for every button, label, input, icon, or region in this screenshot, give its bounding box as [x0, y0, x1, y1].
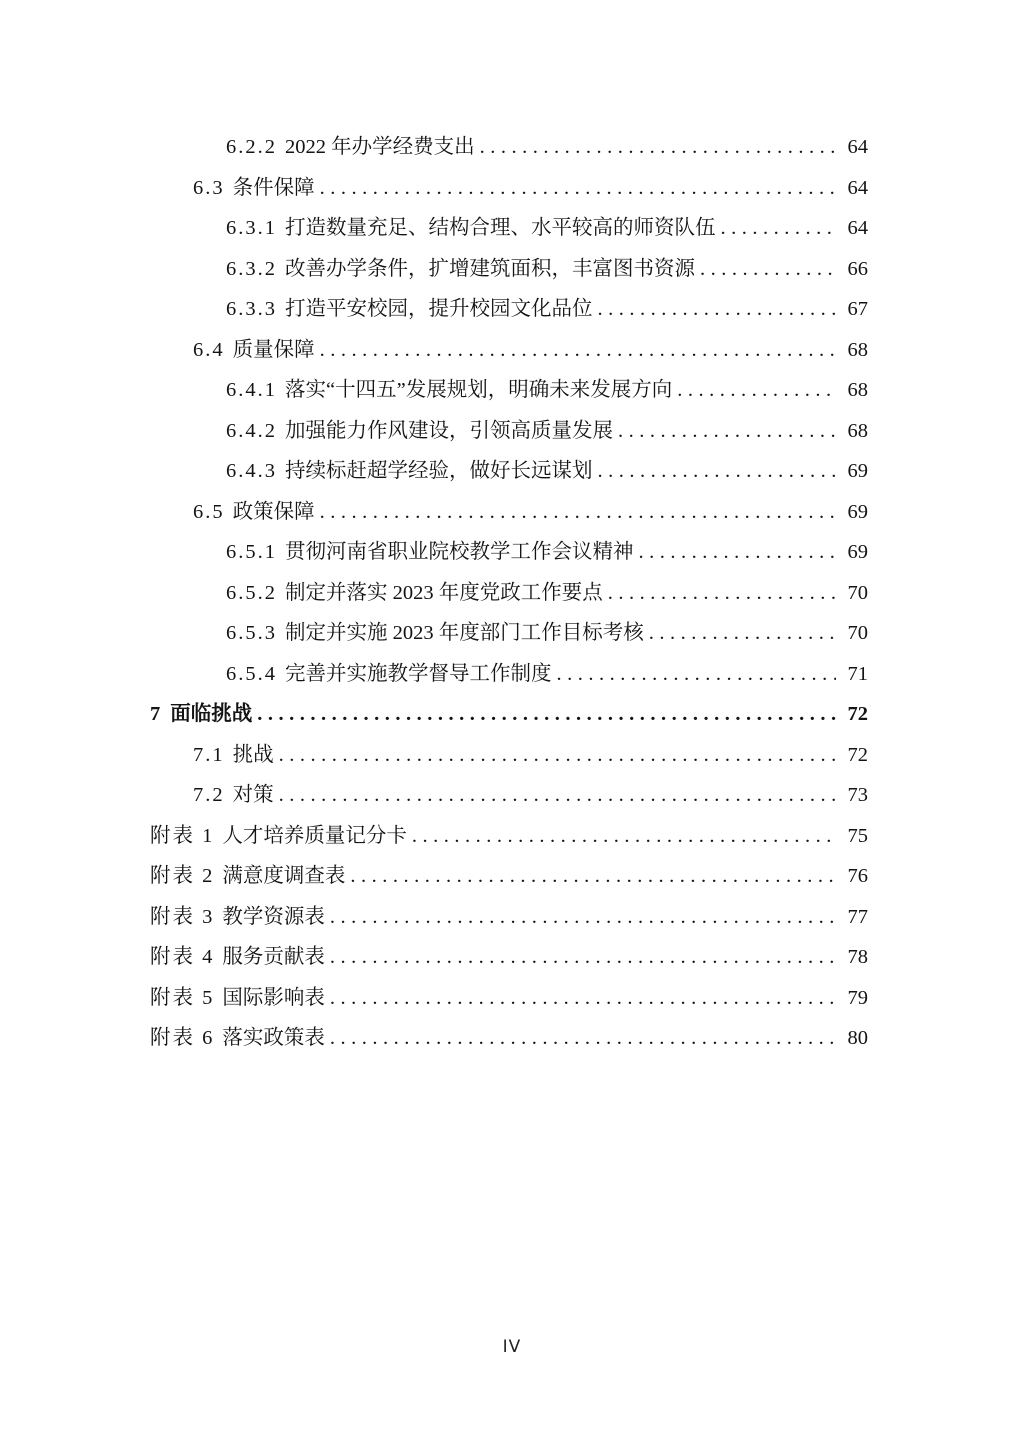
- toc-leader-dots: [350, 856, 836, 897]
- toc-entry[interactable]: [150, 330, 868, 371]
- toc-entry-number: 6.5: [193, 500, 225, 523]
- toc-entry[interactable]: [150, 694, 868, 735]
- toc-entry-number: 6.5.4: [226, 662, 277, 685]
- toc-entry-title: 落实政策表: [222, 1027, 325, 1049]
- toc-leader-dots: [320, 330, 836, 371]
- toc-entry-title: 国际影响表: [222, 986, 325, 1009]
- toc-entry-number: 附表 3: [150, 905, 215, 928]
- toc-entry-page: 64: [847, 136, 868, 158]
- toc-entry-number: 7.2: [193, 784, 225, 806]
- toc-leader-dots: [412, 816, 836, 857]
- toc-entry-title: 落实“十四五”发展规划，明确未来发展方向: [285, 379, 673, 401]
- toc-leader-dots: [598, 289, 837, 330]
- toc-entry-page: 68: [847, 379, 868, 401]
- toc-entry-number: 附表 5: [150, 986, 215, 1009]
- toc-entry-page: 80: [847, 1027, 868, 1049]
- toc-entry-page: 73: [847, 784, 868, 806]
- toc-leader-dots: [320, 492, 836, 533]
- toc-entry-page: 71: [847, 662, 868, 685]
- toc-entry[interactable]: [150, 289, 868, 330]
- toc-entry[interactable]: [150, 1018, 868, 1059]
- toc-entry[interactable]: [150, 451, 868, 492]
- toc-entry-title: 面临挑战: [170, 703, 253, 725]
- toc-entry[interactable]: [150, 816, 868, 857]
- toc-entry-title: 挑战: [232, 743, 274, 766]
- toc-entry-number: 附表 6: [150, 1027, 215, 1049]
- toc-entry-title: 持续标赶超学经验，做好长远谋划: [285, 460, 593, 482]
- toc-leader-dots: [330, 978, 836, 1019]
- toc-entry-page: 76: [847, 865, 868, 887]
- toc-leader-dots: [257, 694, 836, 735]
- toc-entry[interactable]: [150, 208, 868, 249]
- toc-list: [150, 127, 868, 1059]
- toc-entry-title: 对策: [232, 784, 274, 806]
- toc-entry[interactable]: [150, 573, 868, 614]
- page-footer: [0, 1337, 1024, 1357]
- toc-entry-number: 6.3.2: [226, 257, 277, 280]
- toc-entry-page: 64: [847, 176, 868, 199]
- toc-entry[interactable]: [150, 937, 868, 978]
- toc-leader-dots: [700, 249, 836, 290]
- toc-entry[interactable]: [150, 127, 868, 168]
- toc-leader-dots: [618, 411, 836, 452]
- toc-entry[interactable]: [150, 654, 868, 695]
- toc-entry[interactable]: [150, 411, 868, 452]
- toc-entry-page: 70: [847, 622, 868, 644]
- toc-entry-title: 打造平安校园，提升校园文化品位: [285, 298, 593, 320]
- toc-entry-number: 6.2.2: [226, 136, 277, 158]
- toc-entry-page: 64: [847, 217, 868, 239]
- toc-entry-number: 6.4.2: [226, 419, 277, 442]
- toc-entry-title: 打造数量充足、结构合理、水平较高的师资队伍: [285, 217, 716, 239]
- toc-leader-dots: [598, 451, 837, 492]
- toc-entry[interactable]: [150, 856, 868, 897]
- toc-entry-number: 7.1: [193, 743, 225, 766]
- toc-entry-page: 69: [847, 541, 868, 563]
- toc-entry-number: 6.5.1: [226, 541, 277, 563]
- toc-entry-number: 6.4: [193, 338, 225, 361]
- toc-leader-dots: [330, 937, 836, 978]
- toc-entry[interactable]: [150, 897, 868, 938]
- toc-leader-dots: [330, 897, 836, 938]
- toc-leader-dots: [677, 370, 836, 411]
- toc-entry-number: 附表 2: [150, 865, 215, 887]
- toc-entry-title: 服务贡献表: [222, 946, 325, 968]
- toc-entry-number: 7: [150, 703, 163, 725]
- toc-entry-page: 68: [847, 338, 868, 361]
- toc-entry-page: 69: [847, 500, 868, 523]
- toc-entry[interactable]: [150, 492, 868, 533]
- toc-leader-dots: [608, 573, 836, 614]
- toc-entry-page: 78: [847, 946, 868, 968]
- toc-entry-number: 附表 4: [150, 946, 215, 968]
- toc-entry-title: 条件保障: [232, 176, 315, 199]
- toc-entry[interactable]: [150, 978, 868, 1019]
- toc-leader-dots: [480, 127, 836, 168]
- toc-entry-title: 政策保障: [232, 500, 315, 523]
- toc-entry-page: 72: [847, 703, 868, 725]
- toc-entry-title: 制定并实施 2023 年度部门工作目标考核: [285, 622, 644, 644]
- toc-entry-title: 制定并落实 2023 年度党政工作要点: [285, 581, 603, 604]
- toc-entry-title: 加强能力作风建设，引领高质量发展: [285, 419, 613, 442]
- toc-entry-number: 6.5.2: [226, 581, 277, 604]
- toc-leader-dots: [639, 532, 837, 573]
- toc-leader-dots: [649, 613, 836, 654]
- toc-entry[interactable]: [150, 775, 868, 816]
- toc-entry[interactable]: [150, 613, 868, 654]
- toc-entry[interactable]: [150, 735, 868, 776]
- toc-entry[interactable]: [150, 370, 868, 411]
- toc-entry-title: 满意度调查表: [222, 865, 346, 887]
- toc-entry-page: 67: [847, 298, 868, 320]
- toc-entry-title: 改善办学条件，扩增建筑面积，丰富图书资源: [285, 257, 695, 280]
- toc-entry[interactable]: [150, 168, 868, 209]
- toc-entry-title: 2022 年办学经费支出: [285, 136, 475, 158]
- toc-entry-page: 75: [847, 824, 868, 847]
- toc-entry-title: 质量保障: [232, 338, 315, 361]
- toc-leader-dots: [320, 168, 836, 209]
- toc-entry-page: 79: [847, 986, 868, 1009]
- toc-entry-number: 6.4.1: [226, 379, 277, 401]
- toc-entry-page: 66: [847, 257, 868, 280]
- toc-entry-number: 6.3.1: [226, 217, 277, 239]
- toc-entry-number: 6.3.3: [226, 298, 277, 320]
- toc-entry-number: 附表 1: [150, 824, 215, 847]
- toc-entry-page: 70: [847, 581, 868, 604]
- toc-entry-number: 6.3: [193, 176, 225, 199]
- toc-entry-number: 6.5.3: [226, 622, 277, 644]
- toc-entry-title: 贯彻河南省职业院校教学工作会议精神: [285, 541, 634, 563]
- page-number-roman: IV: [502, 1337, 522, 1357]
- toc-leader-dots: [279, 775, 836, 816]
- toc-leader-dots: [557, 654, 837, 695]
- toc-entry-page: 72: [847, 743, 868, 766]
- toc-entry-page: 68: [847, 419, 868, 442]
- toc-entry-page: 69: [847, 460, 868, 482]
- toc-entry-page: 77: [847, 905, 868, 928]
- toc-entry[interactable]: [150, 249, 868, 290]
- toc-leader-dots: [330, 1018, 836, 1059]
- toc-leader-dots: [721, 208, 837, 249]
- toc-entry-title: 完善并实施教学督导工作制度: [285, 662, 552, 685]
- toc-entry-title: 人才培养质量记分卡: [222, 824, 407, 847]
- toc-entry-number: 6.4.3: [226, 460, 277, 482]
- toc-entry[interactable]: [150, 532, 868, 573]
- toc-leader-dots: [279, 735, 836, 776]
- toc-entry-title: 教学资源表: [222, 905, 325, 928]
